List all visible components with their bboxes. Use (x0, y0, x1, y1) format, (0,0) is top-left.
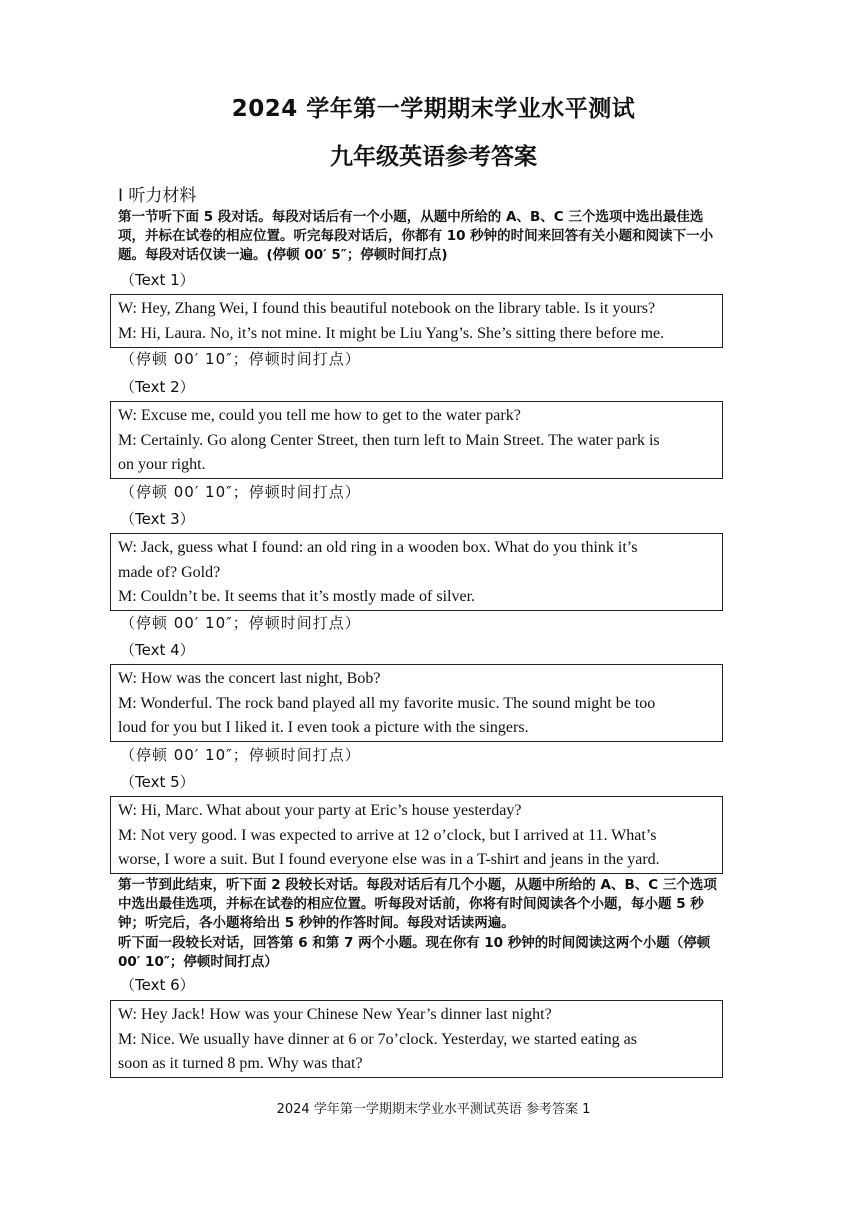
text3-dialogue-box (110, 533, 723, 611)
dialogue-line: W: How was the concert last night, Bob? (118, 670, 381, 687)
section-heading: I 听力材料 (118, 186, 197, 206)
dialogue-line: soon as it turned 8 pm. Why was that? (118, 1055, 363, 1072)
page-subtitle: 九年级英语参考答案 (330, 144, 537, 170)
dialogue-line: M: Wonderful. The rock band played all my favorite music. The sound might be too (118, 694, 656, 712)
text1-dialogue-box (110, 294, 723, 348)
text1-label: （Text 1） (120, 271, 195, 289)
text5-label: （Text 5） (120, 773, 195, 791)
dialogue-line: worse, I wore a suit. But I found everyone else was in a T-shirt and jeans in the yard. (118, 851, 660, 868)
dialogue-line: W: Jack, guess what I found: an old ring in a wooden box. What do you think it’s (118, 539, 638, 556)
page-title: 2024 学年第一学期期末学业水平测试 (231, 96, 636, 122)
dialogue-line: on your right. (118, 456, 206, 473)
text2-pause: （停顿 00′ 10″；停顿时间打点） (120, 483, 361, 501)
dialogue-line: loud for you but I liked it. I even took a picture with the singers. (118, 719, 529, 736)
dialogue-line: made of? Gold? (118, 563, 221, 581)
page-footer: 2024 学年第一学期期末学业水平测试英语 参考答案 1 (276, 1102, 591, 1117)
text5-dialogue-box (110, 796, 723, 874)
dialogue-line: M: Certainly. Go along Center Street, then turn left to Main Street. The water park is (118, 431, 660, 449)
part1-instructions: 第一节听下面 5 段对话。每段对话后有一个小题，从题中所给的 A、B、C 三个选项中选出最佳选项，并标在试卷的相应位置。听完每段对话后，你都有 10 秒钟的时间来回答有关小题和阅读下一小题。每段对话仅读一遍。(停顿 00′ 5″；停顿时间打点) (118, 209, 714, 263)
dialogue-line: M: Couldn’t be. It seems that it’s mostly made of silver. (118, 588, 476, 605)
text4-pause: （停顿 00′ 10″；停顿时间打点） (120, 746, 361, 764)
part2-instructions: 第一节到此结束，听下面 2 段较长对话。每段对话后有几个小题，从题中所给的 A、B、C 三个选项中选出最佳选项，并标在试卷的相应位置。听每段对话前，你将有时间阅读各个小题，每小题 5 秒钟；听完后，各小题将给出 5 秒钟的作答时间。每段对话读两遍。 (118, 877, 717, 931)
text2-label: （Text 2） (120, 378, 195, 396)
dialogue-line: M: Hi, Laura. No, it’s not mine. It might be Liu Yang’s. She’s sitting there before me. (118, 324, 665, 342)
dialogue-line: W: Hey Jack! How was your Chinese New Year’s dinner last night? (118, 1006, 552, 1023)
text1-pause: （停顿 00′ 10″；停顿时间打点） (120, 350, 361, 368)
text4-dialogue-box (110, 664, 723, 742)
dialogue-line: M: Nice. We usually have dinner at 6 or 7o’clock. Yesterday, we started eating as (118, 1030, 638, 1048)
text3-pause: （停顿 00′ 10″；停顿时间打点） (120, 614, 361, 632)
text6-dialogue-box (110, 1000, 723, 1078)
dialogue-line: W: Hey, Zhang Wei, I found this beautiful notebook on the library table. Is it yours? (118, 300, 656, 317)
dialogue-line: W: Excuse me, could you tell me how to get to the water park? (118, 407, 521, 424)
dialogue-line: M: Not very good. I was expected to arrive at 12 o’clock, but I arrived at 11. What’s (118, 826, 657, 844)
part2-subinstructions: 听下面一段较长对话，回答第 6 和第 7 两个小题。现在你有 10 秒钟的时间阅读这两个小题（停顿 00′ 10″；停顿时间打点） (118, 935, 711, 970)
dialogue-line: W: Hi, Marc. What about your party at Eric’s house yesterday? (118, 802, 522, 819)
text3-label: （Text 3） (120, 510, 195, 528)
text2-dialogue-box (110, 401, 723, 479)
text6-label: （Text 6） (120, 976, 195, 994)
text4-label: （Text 4） (120, 641, 195, 659)
